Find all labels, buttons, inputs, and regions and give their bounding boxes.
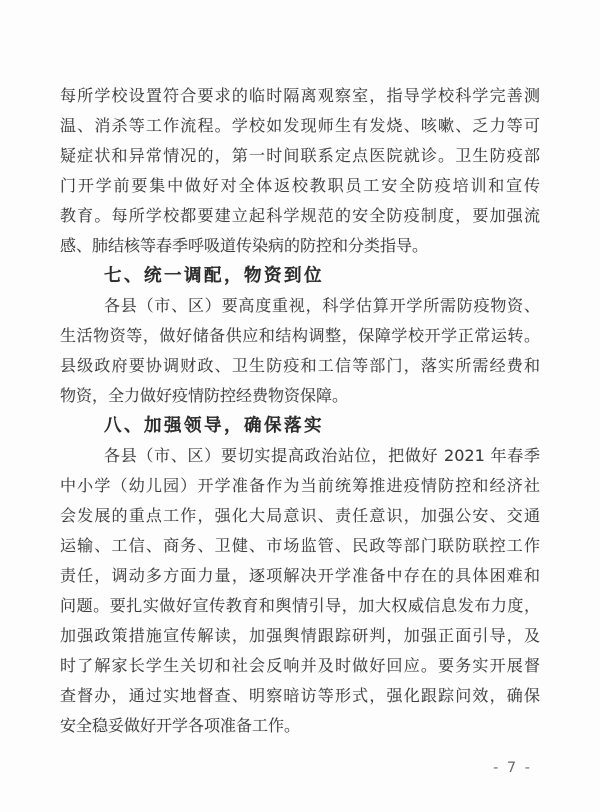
body-line: 每所学校设置符合要求的临时隔离观察室，指导学校科学完善测 bbox=[60, 86, 540, 105]
body-line: 生活物资等，做好储备供应和结构调整，保障学校开学正常运转。 bbox=[60, 326, 540, 345]
body-line: 教育。每所学校都要建立起科学规范的安全防疫制度，要加强流 bbox=[60, 206, 540, 225]
document-body bbox=[60, 81, 540, 741]
body-line: 运输、工信、商务、卫健、市场监管、民政等部门联防联控工作 bbox=[60, 536, 540, 555]
body-line: 县级政府要协调财政、卫生防疫和工信等部门，落实所需经费和 bbox=[60, 356, 540, 375]
body-line: 查督办，通过实地督查、明察暗访等形式，强化跟踪问效，确保 bbox=[60, 686, 540, 705]
body-line: 问题。要扎实做好宣传教育和舆情引导，加大权威信息发布力度， bbox=[60, 596, 540, 615]
paragraph-start-line: 各县（市、区）要切实提高政治站位，把做好 2021 年春季 bbox=[104, 446, 540, 465]
body-line: 门开学前要集中做好对全体返校教职员工安全防疫培训和宣传 bbox=[60, 176, 540, 195]
body-line: 中小学（幼儿园）开学准备作为当前统筹推进疫情防控和经济社 bbox=[60, 476, 540, 495]
body-line: 责任，调动多方面力量，逐项解决开学准备中存在的具体困难和 bbox=[60, 566, 540, 585]
section-heading-7: 七、统一调配，物资到位 bbox=[104, 266, 324, 286]
body-line: 疑症状和异常情况的，第一时间联系定点医院就诊。卫生防疫部 bbox=[60, 146, 540, 165]
section-heading-8: 八、加强领导，确保落实 bbox=[104, 416, 324, 436]
body-line: 加强政策措施宣传解读，加强舆情跟踪研判，加强正面引导，及 bbox=[60, 626, 540, 645]
body-line: 时了解家长学生关切和社会反响并及时做好回应。要务实开展督 bbox=[60, 656, 540, 675]
body-line: 温、消杀等工作流程。学校如发现师生有发烧、咳嗽、乏力等可 bbox=[60, 116, 540, 135]
page-number: - 7 - bbox=[493, 760, 532, 776]
body-line: 会发展的重点工作，强化大局意识、责任意识，加强公安、交通 bbox=[60, 506, 540, 525]
paragraph-end-line: 物资，全力做好疫情防控经费物资保障。 bbox=[60, 386, 349, 405]
paragraph-end-line: 感、肺结核等春季呼吸道传染病的防控和分类指导。 bbox=[60, 236, 429, 255]
paragraph-start-line: 各县（市、区）要高度重视，科学估算开学所需防疫物资、 bbox=[104, 296, 540, 315]
paragraph-end-line: 安全稳妥做好开学各项准备工作。 bbox=[60, 716, 301, 735]
